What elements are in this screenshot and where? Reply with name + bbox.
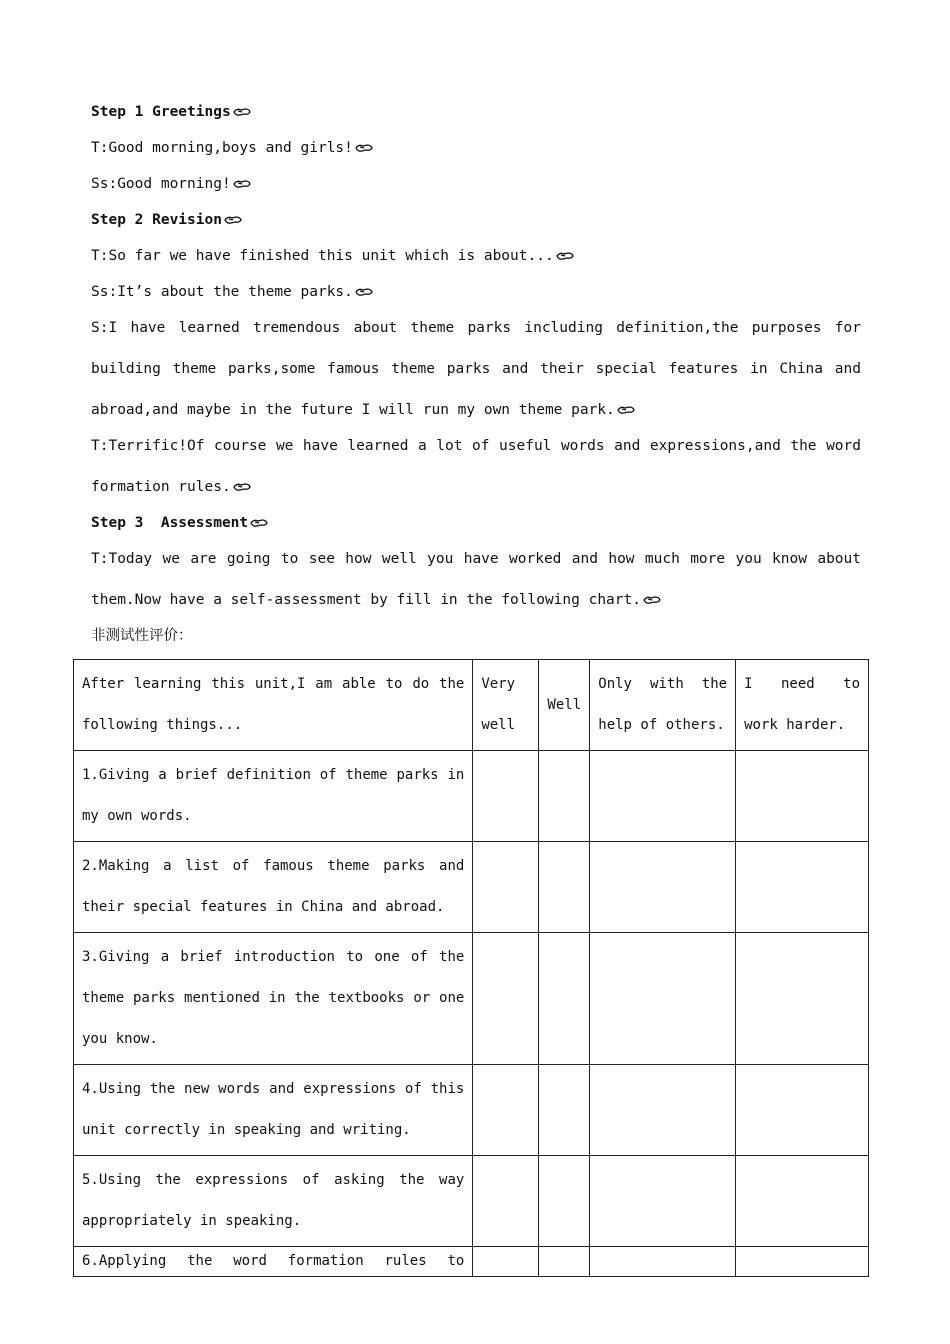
table-row bbox=[74, 751, 869, 842]
rating-cell[interactable] bbox=[736, 1156, 869, 1247]
rating-cell[interactable] bbox=[539, 751, 590, 842]
row-item-text: 5.Using the expressions of asking the way appropriately in speaking. bbox=[74, 1156, 473, 1247]
hand-arrow-icon bbox=[643, 594, 661, 606]
rating-cell[interactable] bbox=[590, 1247, 736, 1277]
step2-heading: Step 2 Revision bbox=[91, 210, 861, 230]
header-cell-very-well: Very well bbox=[473, 660, 539, 751]
document-body bbox=[91, 100, 861, 646]
hand-arrow-icon bbox=[224, 214, 242, 226]
rating-cell[interactable] bbox=[539, 1065, 590, 1156]
assessment-section-label: 非测试性评价： bbox=[91, 628, 193, 644]
rating-cell[interactable] bbox=[590, 933, 736, 1065]
hand-arrow-icon bbox=[355, 286, 373, 298]
step2-teacher2-line2: formation rules. bbox=[91, 477, 861, 497]
step1-heading: Step 1 Greetings bbox=[91, 102, 861, 122]
table-row bbox=[74, 933, 869, 1065]
table-row bbox=[74, 842, 869, 933]
step3-teacher-line1: T:Today we are going to see how well you have worked and how much more you know about bbox=[91, 551, 861, 567]
step2-students-line: Ss:It’s about the theme parks. bbox=[91, 282, 861, 302]
step2-student-line3: abroad,and maybe in the future I will run my own theme park. bbox=[91, 400, 861, 420]
rating-cell[interactable] bbox=[736, 751, 869, 842]
rating-cell[interactable] bbox=[736, 1247, 869, 1277]
step3-heading: Step 3 Assessment bbox=[91, 513, 861, 533]
rating-cell[interactable] bbox=[590, 1156, 736, 1247]
rating-cell[interactable] bbox=[736, 842, 869, 933]
hand-arrow-icon bbox=[617, 404, 635, 416]
table-row bbox=[74, 1247, 869, 1277]
rating-cell[interactable] bbox=[473, 842, 539, 933]
step1-teacher-line: T:Good morning,boys and girls! bbox=[91, 138, 861, 158]
rating-cell[interactable] bbox=[539, 933, 590, 1065]
hand-arrow-icon bbox=[233, 106, 251, 118]
row-item-text: 4.Using the new words and expressions of this unit correctly in speaking and writing. bbox=[74, 1065, 473, 1156]
rating-cell[interactable] bbox=[473, 1156, 539, 1247]
rating-cell[interactable] bbox=[539, 842, 590, 933]
hand-arrow-icon bbox=[250, 517, 268, 529]
table-header-row bbox=[74, 660, 869, 751]
table-row bbox=[74, 1156, 869, 1247]
rating-cell[interactable] bbox=[539, 1247, 590, 1277]
rating-cell[interactable] bbox=[473, 1247, 539, 1277]
header-cell-well: Well bbox=[539, 660, 590, 751]
step3-teacher-line2: them.Now have a self-assessment by fill in the following chart. bbox=[91, 590, 861, 610]
header-cell-work-harder: I need to work harder. bbox=[736, 660, 869, 751]
rating-cell[interactable] bbox=[473, 933, 539, 1065]
rating-cell[interactable] bbox=[736, 1065, 869, 1156]
step1-students-line: Ss:Good morning! bbox=[91, 174, 861, 194]
header-cell-task: After learning this unit,I am able to do the following things... bbox=[74, 660, 473, 751]
row-item-text: 3.Giving a brief introduction to one of the theme parks mentioned in the textbooks or one you know. bbox=[74, 933, 473, 1065]
row-item-text: 1.Giving a brief definition of theme parks in my own words. bbox=[74, 751, 473, 842]
rating-cell[interactable] bbox=[473, 751, 539, 842]
rating-cell[interactable] bbox=[539, 1156, 590, 1247]
rating-cell[interactable] bbox=[590, 842, 736, 933]
row-item-text: 2.Making a list of famous theme parks and their special features in China and abroad. bbox=[74, 842, 473, 933]
rating-cell[interactable] bbox=[736, 933, 869, 1065]
step2-teacher-line: T:So far we have finished this unit which is about... bbox=[91, 246, 861, 266]
self-assessment-table bbox=[73, 659, 869, 1277]
hand-arrow-icon bbox=[233, 481, 251, 493]
header-cell-with-help: Only with the help of others. bbox=[590, 660, 736, 751]
rating-cell[interactable] bbox=[590, 1065, 736, 1156]
hand-arrow-icon bbox=[355, 142, 373, 154]
step2-student-line2: building theme parks,some famous theme parks and their special features in China and bbox=[91, 361, 861, 377]
table-row bbox=[74, 1065, 869, 1156]
row-item-text: 6.Applying the word formation rules to bbox=[74, 1247, 473, 1277]
rating-cell[interactable] bbox=[473, 1065, 539, 1156]
hand-arrow-icon bbox=[233, 178, 251, 190]
hand-arrow-icon bbox=[556, 250, 574, 262]
step2-student-line1: S:I have learned tremendous about theme parks including definition,the purposes for bbox=[91, 320, 861, 336]
rating-cell[interactable] bbox=[590, 751, 736, 842]
step2-teacher2-line1: T:Terrific!Of course we have learned a lot of useful words and expressions,and the word bbox=[91, 438, 861, 454]
